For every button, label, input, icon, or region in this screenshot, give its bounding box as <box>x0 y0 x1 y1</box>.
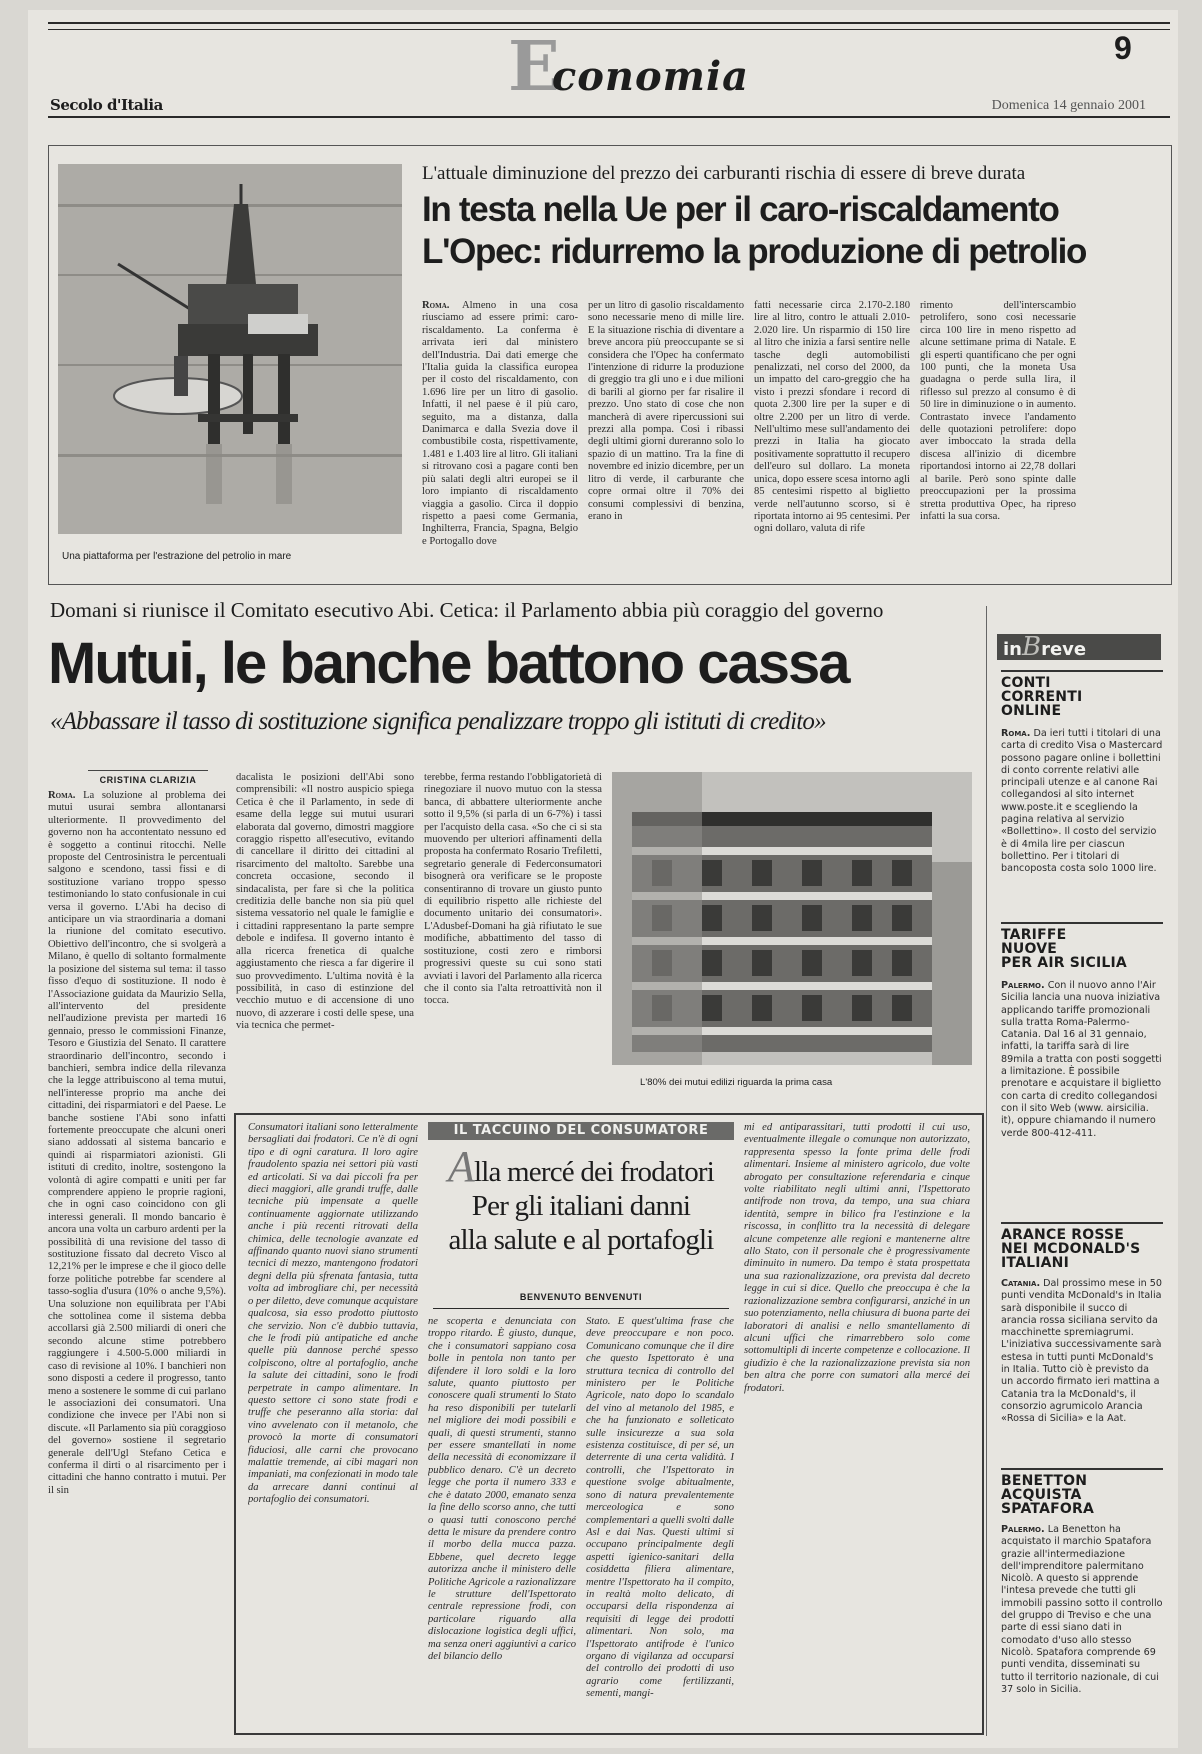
oil-headline-1: In testa nella Ue per il caro-riscaldamento <box>422 190 1059 229</box>
brief-body-2: Con il nuovo anno l'Air Sicilia lancia una nuova iniziativa applicando tariffe promozionali sulla tratta Roma-Palermo-Catania. Dal 16 al 31 gennaio, infatti, la tariffa sarà di lire 89mila a tratta con posti soggetti a limitazione. È possibile prenotare e acquistare il biglietto con carta di credito collegandosi con il sito Web (www. airsicilia. it), oppure chiamando il numero verde 800-412-411. <box>1001 980 1162 1139</box>
brief-title-1a: CONTI <box>1001 675 1051 691</box>
oil-kicker: L'attuale diminuzione del prezzo dei carburanti rischia di essere di breve durata <box>422 163 1026 184</box>
in-breve-title-b: B <box>1021 632 1042 662</box>
in-breve-title <box>997 634 1161 660</box>
section-title-initial: E <box>508 27 560 107</box>
oil-column-1 <box>422 300 578 562</box>
mutui-subheadline: «Abbassare il tasso di sostituzione significa penalizzare troppo gli istituti di credito» <box>50 708 826 735</box>
newspaper-page <box>28 10 1178 1748</box>
oil-column-3: fatti necessarie circa 2.170-2.180 lire al litro, contro le attuali 2.010-2.020 lire. Un risparmio di 150 lire al litro che inizia a farsi sentire nelle tasche degli automobilisti penalizzati, nel corso del 2000, da un impatto del caro-greggio che ha visto i prezzi sfondare i record di quota 2.300 lire per la super e di oltre 2.200 per un litro di verde. Nell'ultimo mese sull'andamento dei prezzi in Italia ha giocato positivamente soprattutto il recupero dell'euro sul dollaro. La moneta unica, dopo essere scesa intorno agli 85 centesimi rispetto al biglietto verde nell'autunno scorso, si è riportata intorno ai 95 centesimi. Per ogni dollaro, valuta di rife <box>754 300 910 535</box>
brief-body-1: Da ieri tutti i titolari di una carta di credito Visa o Mastercard possono pagare online i bollettini di conto corrente relativi alle principali utenze e al canone Rai collegandosi al sito internet www.poste.it e scegliendo la pagina relativa al servizio «Bollettino». Il costo del servizio è di 4mila lire per ciascun bollettino. Per i titolari di bancoposta costa solo 1000 lire. <box>1001 728 1163 875</box>
consumer-column-2: ne scoperta e denunciata con troppo ritardo. È giusto, dunque, che i consumatori sappiano cosa bolle in pentola non tanto per difendere il loro soldi e la loro salute, quanto piuttosto per conoscere quali strumenti lo Stato ha reso disponibili per tutelarli nel migliore dei modi possibili e quali, di questi strumenti, stanno per essere smantellati in nome della necessità di economizzare il pubblico denaro. C'è un decreto legge che porta il numero 333 e che è datato 2000, emanato senza la fine dello scorso anno, che tutti o quasi tutti conoscono perché detta le misure da prendere contro il morbo della mucca pazza. Ebbene, quel decreto legge autorizza anche il ministero delle Politiche Agricole a razionalizzare le strutture dell'Ispettorato centrale repressione frodi, con particolare riguardo alla dislocazione logistica degli uffici, ma senza oneri aggiuntivi a carico del bilancio dello <box>428 1316 576 1662</box>
apartment-building-photo <box>612 772 972 1065</box>
brief-place-1: Roma. <box>1001 728 1031 739</box>
mutui-column-2: dacalista le posizioni dell'Abi sono comprensibili: «Il nostro auspicio spiega Cetica è che il Parlamento, in sede di esame della legge sui mutui usurari elaborata dal governo, dimostri maggiore coraggio rispetto all'esecutivo, evitando di cancellare il diritto dei cittadini al risarcimento del maltolto. Sarebbe una concreta occasione, secondo il sindacalista, per fare sì che la politica creditizia delle banche non sia più quel sistema vessatorio nel quale le famiglie e i cittadini rappresentano la parte sempre debole e indifesa. Il governo intanto è alla ricerca frenetica di qualche aggiustamento che riesca a far digerire il suo provvedimento. L'ultima novità è la possibilità, in caso di estinzione del vecchio mutuo e di accensione di uno nuovo, di azzerare i costi delle spese, una via tecnica che permet- <box>236 772 414 1032</box>
oil-dateline: Roma. <box>422 300 450 311</box>
brief-title-4c: SPATAFORA <box>1001 1501 1094 1517</box>
mutui-dateline: Roma. <box>48 790 76 801</box>
brief-title-4b: ACQUISTA <box>1001 1487 1082 1503</box>
brief-place-3: Catania. <box>1001 1278 1041 1289</box>
top-rule <box>48 22 1170 24</box>
in-breve-title-c: reve <box>1041 639 1087 660</box>
brief-item <box>1001 670 1163 876</box>
brief-text-2 <box>1001 980 1163 1140</box>
masthead-rule <box>48 116 1170 118</box>
consumer-byline: BENVENUTO BENVENUTI <box>519 1292 643 1302</box>
brief-title-1c: ONLINE <box>1001 703 1062 719</box>
brief-text-4 <box>1001 1524 1163 1696</box>
oil-column-2: per un litro di gasolio riscaldamento sono necessarie meno di mille lire. E la situazione rischia di diventare a breve ancora più preoccupante se si considera che l'Opec ha confermato l'intenzione di ridurre la produzione di greggio tra gli uno e i due milioni di barili al giorno per far risalire il prezzo. Uno stato di cose che non mancherà di avere ripercussioni sui prezzi alla pompa. Così i ribassi degli ultimi giorni dureranno solo lo spazio di un mattino. Tra la fine di novembre ed inizio dicembre, per un litro di verde, il carburante che copre ormai oltre il 70% dei consumi complessivi di benzina, erano in <box>588 300 744 522</box>
consumer-column-1: Consumatori italiani sono letteralmente bersagliati dai frodatori. Ce n'è di ogni tipo e di ogni caratura. Il loro agire fraudolento spazia nei settori più vasti ed articolati. Si va dai piccoli fra per dieci maggiori, alle grandi truffe, dalle tecniche più impensate a quelle continuamente aggiornate utilizzando anche i più recenti ritrovati della chimica, delle tecnologie avanzate ed affinando quanto nuovi siano strumenti tecnici di mezzo, mantengono frodatori degni della più sfrenata fantasia, tutta volta ad imbrogliare chi, per necessità o per diletto, deve comunque acquistare qualcosa, sia esso prodotto piuttosto che servizio. Non c'è dubbio tuttavia, che le frodi più antipatiche ed anche quelle più dannose perché spesso colpiscono, oltre al portafoglio, anche la salute dei cittadini, sono le frodi perpetrate in campo alimentare. In questo settore ci sono state frodi e truffe che peseranno alla storia: dal vino avvelenato con il metanolo, che provocò la morte di consumatori fiduciosi, alle carni che provocano malattie tremende, ai cibi magari non impaniati, ma confezionati in modo tale da arrecare danni continui al portafoglio dei consumatori. <box>248 1122 418 1506</box>
consumer-title-rule <box>433 1308 729 1309</box>
brief-title-2c: PER AIR SICILIA <box>1001 955 1127 971</box>
mutui-photo-caption: L'80% dei mutui edilizi riguarda la prima casa <box>640 1077 833 1088</box>
brief-title-3b: NEI MCDONALD'S <box>1001 1241 1141 1257</box>
consumer-title <box>428 1142 734 1257</box>
consumer-banner: IL TACCUINO DEL CONSUMATORE <box>428 1122 734 1140</box>
consumer-column-3: Stato. E quest'ultima frase che deve preoccupare e non poco. Comunicano comunque che il dire che questo Ispettorato è una struttura tecnica di controllo del ministero per le Politiche Agricole, nato dopo lo scandalo del vino al metanolo del 1985, e che ha funzionato e solleticato sulle insicurezze a sua sola esistenza costituisce, di per sé, un deterrente di una certa validità. I controlli, che l'Ispettorato in questione svolge abitualmente, sono di natura prevalentemente merceologica e sono complementari a quelli svolti dalle Asl e dai Nas. Questi ultimi si occupano principalmente degli aspetti igienico-sanitari della cosiddetta filiera alimentare, mentre l'Ispettorato ha il compito, in realtà molto delicato, di occuparsi della rispondenza ai requisiti di legge dei prodotti alimentari. Non solo, ma l'Ispettorato antifrode è l'unico organo di vigilanza ad occuparsi del controllo dei prodotti di uso agrario come fertilizzanti, sementi, mangi- <box>586 1316 734 1700</box>
mutui-column-3: terebbe, ferma restando l'obbligatorietà di rinegoziare il nuovo mutuo con la stessa banca, di abbattere ulteriormente anche sotto il 9,5% (si parla di un 6-7%) i tassi per l'acquisto della casa. «So che ci si sta muovendo per ulteriori affinamenti della proposta ha confermato Rosario Trefiletti, segretario generale di Federconsumatori bisognerà ora verificare se le proposte consentiranno di trovare un giusto punto di equilibrio rispetto alle richieste del documento unitario dei consumatori». L'Adusbef-Domani ha già rifiutato le sue modifiche, abbattimento del tasso di sostituzione, costi zero e rimborsi progressivi queste su cui sono stati avviati i lavori del Parlamento alla ricerca che il conto sia l'alta retroattività non il tocca. <box>424 772 602 1007</box>
oil-platform-photo <box>58 164 402 534</box>
brief-title-3c: ITALIANI <box>1001 1255 1069 1271</box>
brief-title-1b: CORRENTI <box>1001 689 1083 705</box>
section-title-rest: conomia <box>551 53 750 100</box>
issue-date: Domenica 14 gennaio 2001 <box>991 98 1146 113</box>
mutui-kicker: Domani si riunisce il Comitato esecutivo Abi. Cetica: il Parlamento abbia più coraggio del governo <box>50 598 884 622</box>
brief-place-4: Palermo. <box>1001 1524 1045 1535</box>
mutui-headline: Mutui, le banche battono cassa <box>48 631 849 696</box>
consumer-title-line-1-text: lla mercé dei frodatori <box>474 1156 715 1188</box>
top-rule-thin <box>48 29 1170 30</box>
brief-title-4a: BENETTON <box>1001 1473 1088 1489</box>
brief-body-3: Dal prossimo mese in 50 punti vendita McDonald's in Italia sarà disponibile il succo di arancia rossa siciliana servito da macchinette spremiagrumi. L'iniziativa successivamente sarà estesa in tutti punti McDonald's in Italia. Tutto ciò è previsto da un accordo firmato ieri mattina a Catania tra la McDonald's, il consorzio agrumicolo Arancia «Rossa di Sicilia» e la Aat. <box>1001 1278 1162 1425</box>
brief-title-2b: NUOVE <box>1001 941 1058 957</box>
brief-item <box>1001 922 1163 1140</box>
consumer-title-line-1 <box>428 1142 734 1191</box>
brief-body-4: La Benetton ha acquistato il marchio Spatafora grazie all'intermediazione dell'imprenditore palermitano Nicolò. A questo si apprende l'intesa prevede che tutti gli immobili passino sotto il controllo del gruppo di Treviso e che una parte di essi siano dati in comodato d'uso allo stesso Nicolò. Spatafora comprende 69 punti vendita, disseminati su tutto il territorio nazionale, di cui 37 solo in Sicilia. <box>1001 1524 1163 1695</box>
brief-item <box>1001 1468 1163 1696</box>
section-title <box>508 27 750 107</box>
mutui-byline: CRISTINA CLARIZIA <box>88 770 208 785</box>
brief-title-2a: TARIFFE <box>1001 927 1067 943</box>
brief-title-3a: ARANCE ROSSE <box>1001 1227 1125 1243</box>
brief-item <box>1001 1222 1163 1426</box>
brief-text-3 <box>1001 1278 1163 1426</box>
consumer-title-initial: A <box>447 1142 474 1191</box>
consumer-column-4: mi ed antiparassitari, tutti prodotti il cui uso, eventualmente illegale o comunque non autorizzato, rappresenta spesso la fonte prima delle frodi alimentari. Insieme al ministero agricolo, due volte abrogato per consultazione referendaria e cinque volte riabilitato negli ultimi anni, l'Ispettorato antifrode non trova, da tempo, una sua chiara identità, sempre in bilico fra l'estinzione e la riscossa, in conflitto tra la necessità di delegare alcune competenze alle regioni e mantenerne altre allo Stato, con il personale che è progressivamente diminuito in numero. Da tempo è stata prospettata una sua razionalizzazione, ora prevista dal decreto legge in cui si dice. Quello che preoccupa è che la razionalizzazione sembra configurarsi, anziché in un suo potenziamento, nella chiusura di buona parte dei laboratori di analisi e nello smantellamento di alcuni uffici che rimarrebbero solo come sottomultipli di incerte competenze e collocazione. Il giudizio è che la razionalizzazione prevista sia non ben altra che porre con sumatori alla mercé dei frodatori. <box>744 1122 970 1394</box>
oil-headline-2: L'Opec: ridurremo la produzione di petrolio <box>422 232 1087 271</box>
oil-column-4: rimento dell'interscambio petrolifero, sono così necessarie circa 100 lire in meno rispetto ad alcune settimane prima di Natale. E gli esperti quantificano che per ogni 100 punti, che la moneta Usa guadagna o perde sulla lira, il riflesso sul prezzo al consumo è di 50 lire in diminuzione o in aumento. Contrastato invece l'andamento delle quotazioni petrolifere: dopo aver imboccato la strada della discesa all'inizio di dicembre riportandosi intorno ai 22,78 dollari al barile. Però sono spinte dalle preoccupazioni per la prossima stretta produttiva Opec, ha ripreso infatti la sua corsa. <box>920 300 1076 522</box>
page-number: 9 <box>1114 30 1132 66</box>
oil-column-1-text: Almeno in una cosa riusciamo ad essere primi: caro-riscaldamento. La conferma è arrivata ieri dal ministero dell'Industria. Dai dati emerge che l'Italia guida la classifica europea per il costo del riscaldamento, con 1.696 lire per un litro di gasolio. Infatti, il nel paese è il più caro, seguito, ma a distanza, dalla Danimarca e dalla Svezia dove il combustibile costa, rispettivamente, 1.481 e 1.403 lire al litro. Gli italiani si ritrovano così a pagare conti ben più salati degli altri europei se il loro impianto di riscaldamento viaggia a gasolio. Circa il doppio rispetto a paesi come Germania, Inghilterra, Francia, Spagna, Belgio e Portogallo dove <box>422 300 578 547</box>
in-breve-title-a: in <box>1003 639 1022 660</box>
apartment-building-illustration <box>612 772 972 1065</box>
newspaper-name: Secolo d'Italia <box>50 96 163 114</box>
in-breve-sidebar <box>986 606 1179 1736</box>
brief-text-1 <box>1001 728 1163 876</box>
mutui-column-1-text: La soluzione al problema dei mutui usurai sembra allontanarsi ulteriormente. Il provvedimento del governo non ha accontentato nessuno ed è soggetto a continui ritocchi. Nelle proposte del Centrosinistra le percentuali salgono e scendono, tassi fissi e di sostituzione variano troppo spesso testimoniando lo stato confusionale in cui versa il governo. L'Abi ha deciso di anticipare un via straordinaria a domani la riunione del comitato esecutivo. Obiettivo dell'incontro, che si svolgerà a Milano, è quello di soltanto formalmente la posizione del sistema sul tema: il tasso fisso d'equo di sostituzione. Il nodo è l'Associazione guidata da Maurizio Sella, all'intervento del presidente nell'audizione prevista per martedì 16 gennaio, presso le commissioni Finanze, Tesoro e Giustizia del Senato. Il carattere straordinario dell'incontro, secondo i banchieri, sembra indice della rilevanza che la legge attribuiscono al tema mutui, nell'interesse proprio ma anche dei cittadini, dei risparmiatori e del Paese. Le banche sostiene l'Abi sono infatti fortemente preoccupate che alcuni oneri siano addossati al sistema bancario e quindi ai risparmiatori azionisti. Gli istituti di credito, inoltre, sostengono la volontà di agire compatti e uniti per far comprendere appieno le proprie ragioni, che in ogni caso coincidono con gli interessi generali. Il mondo bancario è ancora una volta un carburo ardenti per la possibilità di una revisione del tasso di sostituzione fissato dal decreto Visco al 12,21% per le imprese e che il gioco delle forze politiche potrebbe far scendere al tasso-soglia d'usura (10% o anche 9,5%). Una soluzione non equilibrata per l'Abi che sottolinea come il sistema debba accollarsi già 2.500 miliardi di oneri che secondo alcune stime potrebbero raggiungere i 4.500-5.000 miliardi in caso di revisione al 10%. I banchieri non sono disposti a cedere il progresso, tanto meno a sostenere le somme di cui parlano le associazioni dei consumatori. Una condizione che invece per l'Abi non si discute. «Il Parlamento sia più coraggioso del governo» sostiene il segretario generale dell'Ugl Stefano Cetica e conferma il dirti o al risarcimento per i cittadini che hanno contratto i mutui. Per il sin <box>48 790 226 1496</box>
consumer-title-line-2: Per gli italiani danni <box>471 1190 691 1222</box>
brief-place-2: Palermo. <box>1001 980 1045 991</box>
mutui-column-1 <box>48 790 226 1725</box>
oil-photo-caption: Una piattaforma per l'estrazione del petrolio in mare <box>62 551 292 562</box>
consumer-title-line-3: alla salute e al portafogli <box>448 1224 714 1256</box>
oil-platform-illustration <box>58 164 402 534</box>
